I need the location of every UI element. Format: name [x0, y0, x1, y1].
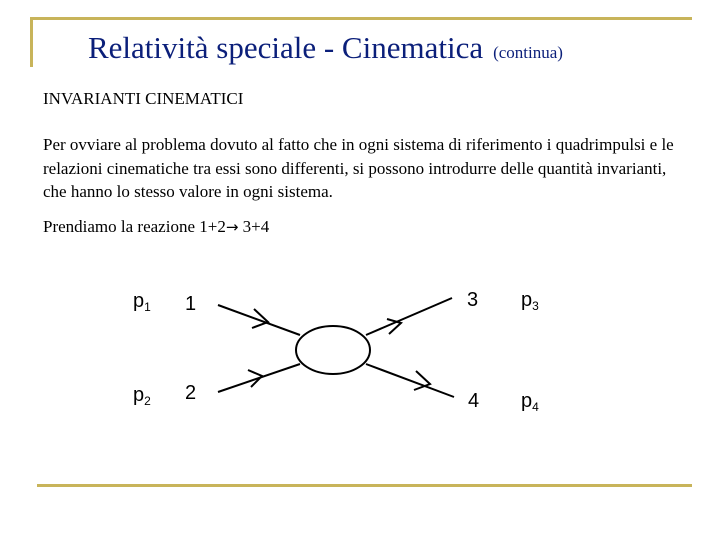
label-2: 2	[185, 382, 197, 404]
label-p1: $p_1$	[133, 290, 151, 314]
outgoing-line-3	[366, 298, 452, 335]
incoming-line-1	[218, 305, 300, 335]
body-paragraph: Per ovviare al problema dovuto al fatto che in ogni sistema di riferimento i quadrimpulsi e le relazioni cinematiche tra essi sono differenti, si possono introdurre delle quantità invarianti, che hanno lo stesso valore in ogni sistema.	[43, 135, 674, 201]
bottom-rule	[37, 484, 692, 487]
interaction-vertex	[296, 326, 370, 374]
label-p3: $p_3$	[521, 289, 539, 313]
reaction-suffix: 3+4	[238, 217, 270, 236]
label-p2: $p_2$	[133, 384, 151, 408]
label-4: 4	[468, 390, 480, 412]
label-p4: $p_4$	[521, 390, 539, 414]
reaction-prefix: Prendiamo la reazione 1+2	[43, 217, 226, 236]
right-arrow-icon: →	[225, 218, 239, 236]
section-heading: INVARIANTI CINEMATICI	[43, 89, 244, 108]
title-main: Relatività speciale - Cinematica	[88, 30, 484, 65]
outgoing-line-4	[366, 364, 454, 397]
label-1: 1	[185, 293, 197, 315]
title-suffix: (continua)	[493, 43, 563, 62]
label-3: 3	[467, 289, 479, 311]
